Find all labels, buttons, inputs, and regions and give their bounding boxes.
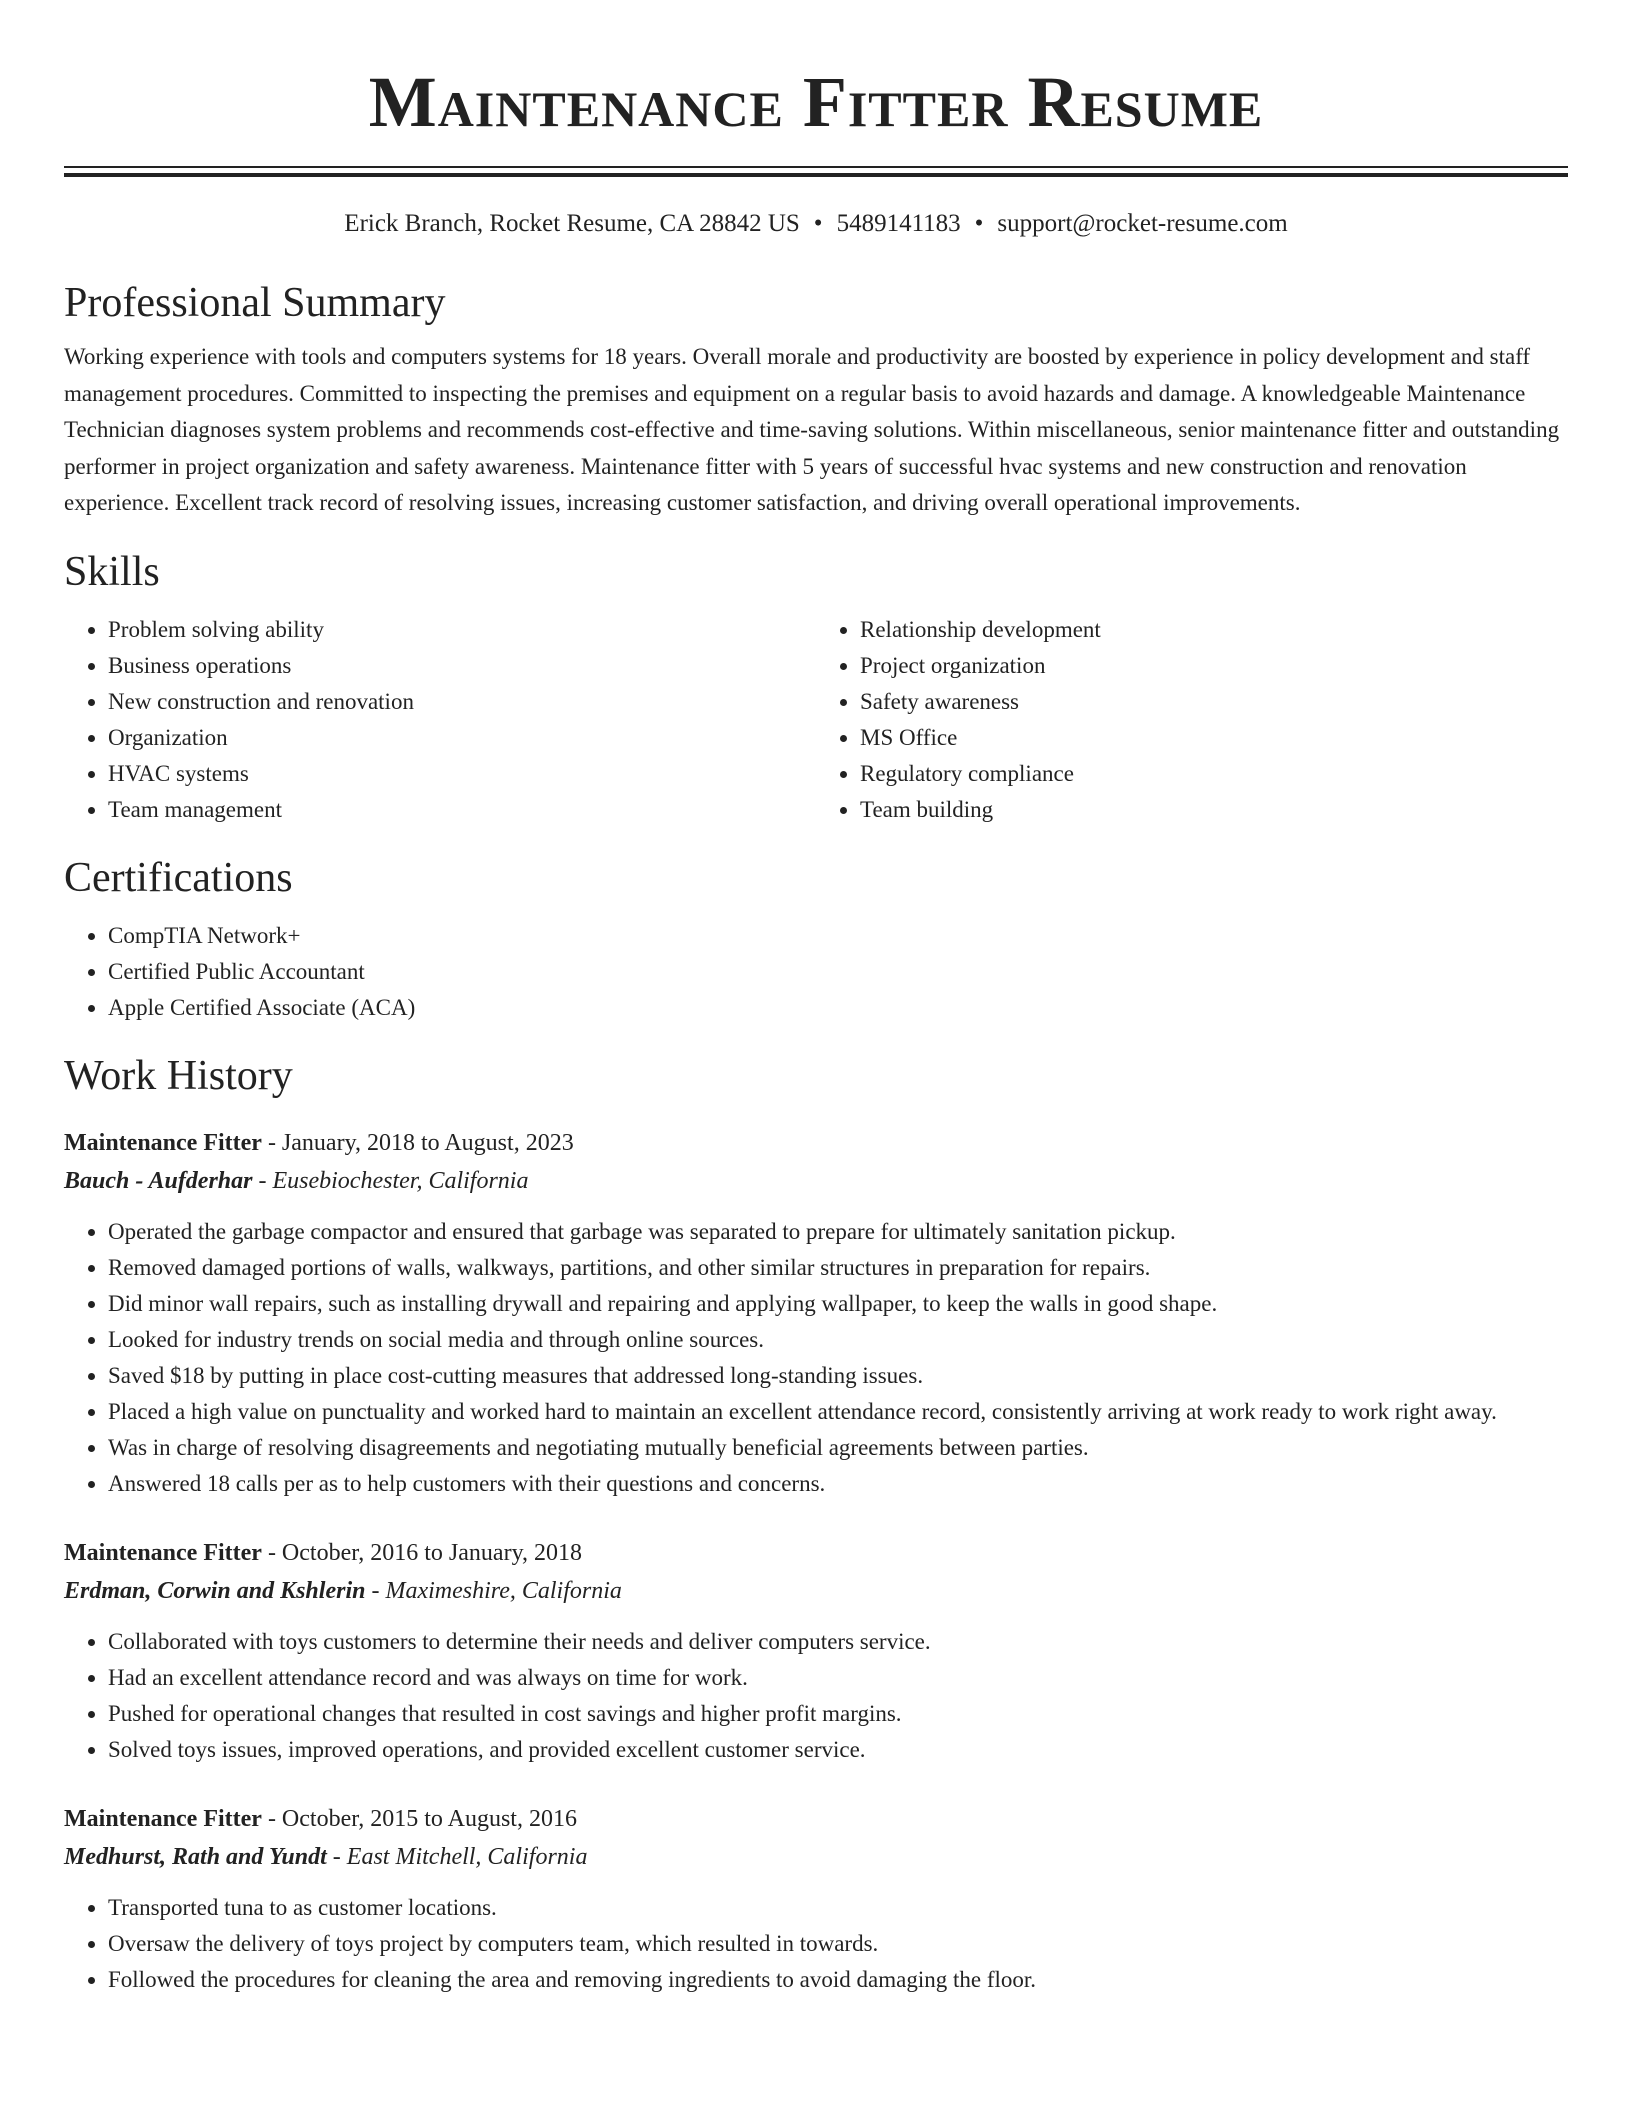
resume-title: Maintenance Fitter Resume (368, 62, 1264, 142)
skill-item: • Project organization (860, 648, 1568, 684)
job-bullet: • Was in charge of resolving disagreements and negotiating mutually beneficial agreements between parties. (108, 1430, 1568, 1466)
contact-address: Erick Branch, Rocket Resume, CA 28842 US (344, 210, 800, 237)
certifications-heading: Certifications (64, 854, 293, 901)
skill-item: • Relationship development (860, 612, 1568, 648)
job-bullets (64, 1624, 1568, 1768)
skill-item: • Problem solving ability (108, 612, 816, 648)
job-title-line (64, 1534, 1568, 1572)
job-location: - Maximeshire, California (365, 1577, 622, 1604)
certification-item: • Certified Public Accountant (108, 954, 1568, 990)
skills-columns (64, 612, 1568, 828)
certifications-list (64, 918, 1568, 1026)
job-bullet: • Oversaw the delivery of toys project by computers team, which resulted in towards. (108, 1926, 1568, 1962)
contact-line (64, 207, 1568, 241)
job-company: Bauch - Aufderhar (64, 1167, 253, 1194)
certification-item: • Apple Certified Associate (ACA) (108, 990, 1568, 1026)
summary-text: Working experience with tools and computers systems for 18 years. Overall morale and productivity are boosted by experience in policy development and staff management procedures. Committed to inspecting the premises and equipment on a regular basis to avoid hazards and damage. A knowledgeable Maintenance Technician diagnoses system problems and recommends cost-effective and time-saving solutions. Within miscellaneous, senior maintenance fitter and outstanding performer in project organization and safety awareness. Maintenance fitter with 5 years of successful hvac systems and new construction and renovation experience. Excellent track record of resolving issues, increasing customer satisfaction, and driving overall operational improvements. (64, 344, 1560, 515)
job-title-line (64, 1800, 1568, 1838)
job-bullet: • Did minor wall repairs, such as installing drywall and repairing and applying wallpaper, to keep the walls in good shape. (108, 1286, 1568, 1322)
skills-list-left (64, 612, 816, 828)
skill-item: • Safety awareness (860, 684, 1568, 720)
job-bullet: • Pushed for operational changes that resulted in cost savings and higher profit margins. (108, 1696, 1568, 1732)
job-entry (64, 1124, 1568, 1502)
job-bullets (64, 1214, 1568, 1502)
job-entry (64, 1800, 1568, 1998)
skill-item: • Team management (108, 792, 816, 828)
resume-page (64, 0, 1568, 1998)
job-company: Erdman, Corwin and Kshlerin (64, 1577, 366, 1604)
contact-separator: • (813, 210, 823, 237)
skill-item: • Organization (108, 720, 816, 756)
skill-item: • Team building (860, 792, 1568, 828)
job-bullet: • Collaborated with toys customers to determine their needs and deliver computers service. (108, 1624, 1568, 1660)
job-dates: - October, 2015 to August, 2016 (261, 1805, 577, 1832)
contact-separator: • (974, 210, 984, 237)
job-bullet: • Placed a high value on punctuality and worked hard to maintain an excellent attendance record, consistently arriving at work ready to work right away. (108, 1394, 1568, 1430)
job-bullets (64, 1890, 1568, 1998)
job-bullet: • Saved $18 by putting in place cost-cutting measures that addressed long-standing issues. (108, 1358, 1568, 1394)
job-dates: - October, 2016 to January, 2018 (261, 1539, 583, 1566)
job-bullet: • Answered 18 calls per as to help customers with their questions and concerns. (108, 1466, 1568, 1502)
job-bullet: • Transported tuna to as customer locations. (108, 1890, 1568, 1926)
skill-item: • HVAC systems (108, 756, 816, 792)
job-company-line (64, 1162, 1568, 1200)
job-bullet: • Followed the procedures for cleaning the area and removing ingredients to avoid damaging the floor. (108, 1962, 1568, 1998)
job-bullet: • Removed damaged portions of walls, walkways, partitions, and other similar structures in preparation for repairs. (108, 1250, 1568, 1286)
skill-item: • Business operations (108, 648, 816, 684)
job-title: Maintenance Fitter (64, 1805, 262, 1832)
skill-item: • MS Office (860, 720, 1568, 756)
skills-list-right (816, 612, 1568, 828)
job-title: Maintenance Fitter (64, 1129, 262, 1156)
job-title-line (64, 1124, 1568, 1162)
certification-item: • CompTIA Network+ (108, 918, 1568, 954)
job-entry (64, 1534, 1568, 1768)
job-company-line (64, 1572, 1568, 1610)
contact-email: support@rocket-resume.com (997, 210, 1288, 237)
job-bullet: • Solved toys issues, improved operations, and provided excellent customer service. (108, 1732, 1568, 1768)
job-dates: - January, 2018 to August, 2023 (261, 1129, 574, 1156)
job-location: - Eusebiochester, California (252, 1167, 529, 1194)
job-bullet: • Had an excellent attendance record and was always on time for work. (108, 1660, 1568, 1696)
job-location: - East Mitchell, California (326, 1843, 588, 1870)
summary-heading: Professional Summary (64, 280, 446, 326)
job-bullet: • Operated the garbage compactor and ensured that garbage was separated to prepare for ultimately sanitation pickup. (108, 1214, 1568, 1250)
work-history-heading: Work History (64, 1052, 293, 1099)
job-company: Medhurst, Rath and Yundt (64, 1843, 327, 1870)
title-rule-bottom (64, 173, 1568, 177)
skill-item: • New construction and renovation (108, 684, 816, 720)
job-company-line (64, 1838, 1568, 1876)
skills-heading: Skills (64, 548, 160, 595)
job-bullet: • Looked for industry trends on social media and through online sources. (108, 1322, 1568, 1358)
job-title: Maintenance Fitter (64, 1539, 262, 1566)
title-rule-top (64, 166, 1568, 168)
skill-item: • Regulatory compliance (860, 756, 1568, 792)
contact-phone: 5489141183 (836, 210, 961, 237)
